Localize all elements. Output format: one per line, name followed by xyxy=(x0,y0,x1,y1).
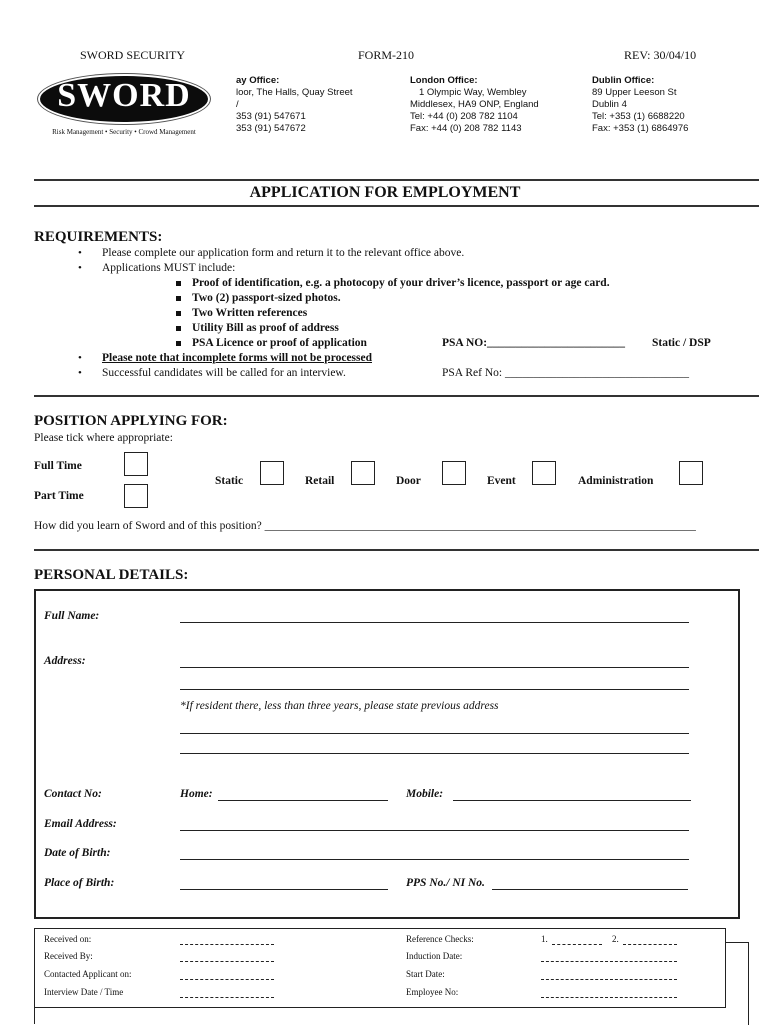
address-input-line2[interactable] xyxy=(180,689,689,690)
dublin-office-line2: Dublin 4 xyxy=(592,99,627,110)
london-office-line2: Middlesex, HA9 ONP, England xyxy=(410,99,539,110)
square-bullet-icon xyxy=(176,296,181,301)
interview-input[interactable] xyxy=(180,997,274,998)
mobile-phone-input[interactable] xyxy=(453,800,691,801)
administration-label: Administration xyxy=(578,475,654,487)
received-by-label: Received By: xyxy=(44,951,93,961)
bullet-icon: • xyxy=(78,247,82,259)
email-label: Email Address: xyxy=(44,818,117,830)
contacted-label: Contacted Applicant on: xyxy=(44,969,132,979)
start-date-input[interactable] xyxy=(541,979,677,980)
retail-label: Retail xyxy=(305,475,335,487)
page-title: APPLICATION FOR EMPLOYMENT xyxy=(249,184,521,201)
static-checkbox[interactable] xyxy=(260,461,284,485)
pob-input[interactable] xyxy=(180,889,388,890)
employee-no-input[interactable] xyxy=(541,997,677,998)
divider xyxy=(34,205,759,207)
dublin-office-line3: Tel: +353 (1) 6688220 xyxy=(592,111,685,122)
logo-tagline: Risk Management • Security • Crowd Management xyxy=(52,128,196,136)
requirement-subitem: PSA Licence or proof of application xyxy=(192,337,367,349)
reference-1-input[interactable] xyxy=(552,944,602,945)
office-use-shadow xyxy=(725,942,749,1025)
retail-checkbox[interactable] xyxy=(351,461,375,485)
psa-ref-field[interactable]: PSA Ref No: ________________________________ xyxy=(442,367,689,379)
personal-details-heading: PERSONAL DETAILS: xyxy=(34,567,189,583)
requirement-subitem: Utility Bill as proof of address xyxy=(192,322,339,334)
event-checkbox[interactable] xyxy=(532,461,556,485)
galway-office-title: ay Office: xyxy=(236,75,280,86)
received-by-input[interactable] xyxy=(180,961,274,962)
sword-logo xyxy=(38,72,210,142)
square-bullet-icon xyxy=(176,311,181,316)
dob-label: Date of Birth: xyxy=(44,847,111,859)
requirement-subitem: Two (2) passport-sized photos. xyxy=(192,292,341,304)
reference-1-label: 1. xyxy=(541,934,548,944)
incomplete-forms-note: Please note that incomplete forms will not be processed xyxy=(102,352,372,364)
position-instruction: Please tick where appropriate: xyxy=(34,432,173,444)
door-checkbox[interactable] xyxy=(442,461,466,485)
london-office-line3: Tel: +44 (0) 208 782 1104 xyxy=(410,111,518,122)
requirement-item: Successful candidates will be called for an interview. xyxy=(102,367,346,379)
bullet-icon: • xyxy=(78,352,82,364)
contact-no-label: Contact No: xyxy=(44,788,102,800)
email-input[interactable] xyxy=(180,830,689,831)
reference-2-input[interactable] xyxy=(623,944,677,945)
employee-no-label: Employee No: xyxy=(406,987,459,997)
square-bullet-icon xyxy=(176,326,181,331)
london-office-line1: 1 Olympic Way, Wembley xyxy=(419,87,527,98)
requirement-item: Please complete our application form and return it to the relevant office above. xyxy=(102,247,465,259)
induction-label: Induction Date: xyxy=(406,951,463,961)
part-time-checkbox[interactable] xyxy=(124,484,148,508)
administration-checkbox[interactable] xyxy=(679,461,703,485)
london-office-title: London Office: xyxy=(410,75,478,86)
bullet-icon: • xyxy=(78,367,82,379)
square-bullet-icon xyxy=(176,281,181,286)
requirements-list xyxy=(0,246,770,386)
induction-input[interactable] xyxy=(541,961,677,962)
full-time-checkbox[interactable] xyxy=(124,452,148,476)
dob-input[interactable] xyxy=(180,859,689,860)
full-name-label: Full Name: xyxy=(44,610,100,622)
previous-address-input-line2[interactable] xyxy=(180,753,689,754)
interview-label: Interview Date / Time xyxy=(44,987,124,997)
pob-label: Place of Birth: xyxy=(44,877,115,889)
galway-office xyxy=(236,75,396,135)
home-phone-label: Home: xyxy=(180,788,213,800)
dublin-office-title: Dublin Office: xyxy=(592,75,655,86)
requirement-subitem: Two Written references xyxy=(192,307,308,319)
reference-2-label: 2. xyxy=(612,934,619,944)
received-on-label: Received on: xyxy=(44,934,92,944)
home-phone-input[interactable] xyxy=(218,800,388,801)
static-dsp-label: Static / DSP xyxy=(652,337,711,349)
revision-date: REV: 30/04/10 xyxy=(624,48,697,62)
dublin-office-line1: 89 Upper Leeson St xyxy=(592,87,677,98)
static-label: Static xyxy=(215,475,244,487)
galway-office-line4: 353 (91) 547672 xyxy=(236,123,306,134)
psa-number-field[interactable]: PSA NO:________________________ xyxy=(442,337,626,349)
galway-office-line3: 353 (91) 547671 xyxy=(236,111,306,122)
address-label: Address: xyxy=(44,655,86,667)
galway-office-line2: / xyxy=(236,99,239,110)
square-bullet-icon xyxy=(176,341,181,346)
received-on-input[interactable] xyxy=(180,944,274,945)
office-use-edge xyxy=(34,1006,35,1024)
previous-address-input-line1[interactable] xyxy=(180,733,689,734)
london-office xyxy=(410,75,580,135)
requirement-item: Applications MUST include: xyxy=(102,262,236,274)
door-label: Door xyxy=(396,475,421,487)
pps-label: PPS No./ NI No. xyxy=(406,877,485,889)
mobile-phone-label: Mobile: xyxy=(406,788,444,800)
learn-of-sword-field[interactable]: How did you learn of Sword and of this position? ___________________________________________________________________________ xyxy=(34,520,696,532)
dublin-office xyxy=(592,75,752,135)
requirement-subitem: Proof of identification, e.g. a photocopy of your driver’s licence, passport or age card. xyxy=(192,277,610,289)
reference-checks-label: Reference Checks: xyxy=(406,934,474,944)
divider xyxy=(34,549,759,551)
full-name-input[interactable] xyxy=(180,622,689,623)
divider xyxy=(34,179,759,181)
previous-address-note: *If resident there, less than three years, please state previous address xyxy=(180,700,499,712)
contacted-input[interactable] xyxy=(180,979,274,980)
start-date-label: Start Date: xyxy=(406,969,445,979)
galway-office-line1: loor, The Halls, Quay Street xyxy=(236,87,353,98)
office-use-panel xyxy=(34,928,726,1008)
divider xyxy=(34,395,759,397)
requirements-heading: REQUIREMENTS: xyxy=(34,229,163,245)
part-time-label: Part Time xyxy=(34,490,84,502)
dublin-office-line4: Fax: +353 (1) 6864976 xyxy=(592,123,689,134)
full-time-label: Full Time xyxy=(34,460,82,472)
company-name: SWORD SECURITY xyxy=(80,48,186,62)
address-input-line1[interactable] xyxy=(180,667,689,668)
bullet-icon: • xyxy=(78,262,82,274)
pps-input[interactable] xyxy=(492,889,688,890)
logo-word: SWORD xyxy=(57,77,191,114)
position-heading: POSITION APPLYING FOR: xyxy=(34,413,228,429)
event-label: Event xyxy=(487,475,516,487)
london-office-line4: Fax: +44 (0) 208 782 1143 xyxy=(410,123,522,134)
personal-details-panel xyxy=(34,589,740,919)
form-number: FORM-210 xyxy=(358,48,415,62)
